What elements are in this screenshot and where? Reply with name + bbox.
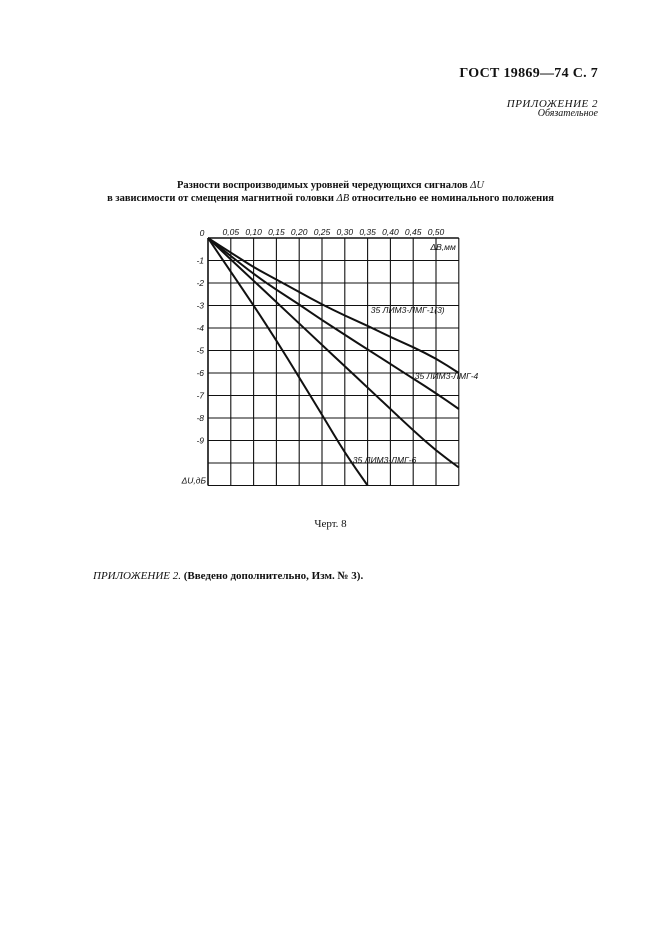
chart-title-text-a: в зависимости от смещения магнитной головки <box>107 193 334 204</box>
chart-ticks <box>181 227 456 486</box>
series-label: 35 ЛИМ3-ЛМГ-1(3) <box>370 305 445 315</box>
x-tick-label: 0,25 <box>313 227 331 237</box>
x-tick-label: 0,15 <box>268 227 285 237</box>
y-tick-label: -7 <box>196 390 204 401</box>
y-tick-label: -8 <box>196 413 204 423</box>
series-curve <box>208 238 459 409</box>
y-axis-unit-label: ΔU,дБ <box>181 475 206 486</box>
y-tick-label: -9 <box>196 435 204 446</box>
chart-title-symbol-du: ΔU <box>470 180 484 191</box>
y-tick-label: -1 <box>196 255 204 266</box>
origin-label: 0 <box>199 228 205 238</box>
footnote <box>93 570 363 582</box>
series-label: 35 ЛИМ3-ЛМГ-6 <box>352 454 417 465</box>
chart-title-text: Разности воспроизводимых уровней чередующихся сигналов <box>176 180 468 191</box>
series-label: 35 ЛИМ3-ЛМГ-4 <box>414 371 479 381</box>
y-tick-label: -6 <box>196 368 204 378</box>
x-tick-label: 0,10 <box>245 227 262 237</box>
chart-title-text-b: относительно ее номинального положения <box>351 193 554 204</box>
chart-grid <box>208 238 459 486</box>
y-tick-label: -4 <box>196 323 204 333</box>
footnote-amendment: (Введено дополнительно, Изм. № 3). <box>183 570 364 582</box>
figure-caption: Черт. 8 <box>314 518 347 530</box>
chart-title-symbol-db: ΔB <box>336 193 350 204</box>
x-axis-unit-label: ΔB,мм <box>430 242 456 252</box>
x-tick-label: 0,45 <box>404 227 422 237</box>
appendix-status: Обязательное <box>537 108 598 119</box>
document-header: ГОСТ 19869—74 С. 7 <box>459 66 598 81</box>
x-tick-label: 0,35 <box>359 227 376 237</box>
x-tick-label: 0,05 <box>222 227 240 237</box>
y-tick-label: -2 <box>196 278 204 288</box>
y-tick-label: -5 <box>196 345 204 356</box>
appendix-title: ПРИЛОЖЕНИЕ 2 <box>506 98 598 110</box>
series-curve <box>208 238 368 486</box>
x-tick-label: 0,20 <box>290 227 308 237</box>
x-tick-label: 0,50 <box>427 227 445 237</box>
x-tick-label: 0,30 <box>336 227 354 237</box>
footnote-appendix-ref: ПРИЛОЖЕНИЕ 2. <box>93 570 181 582</box>
x-tick-label: 0,40 <box>382 227 399 237</box>
chart-curves <box>208 238 459 486</box>
y-tick-label: -3 <box>196 300 204 311</box>
